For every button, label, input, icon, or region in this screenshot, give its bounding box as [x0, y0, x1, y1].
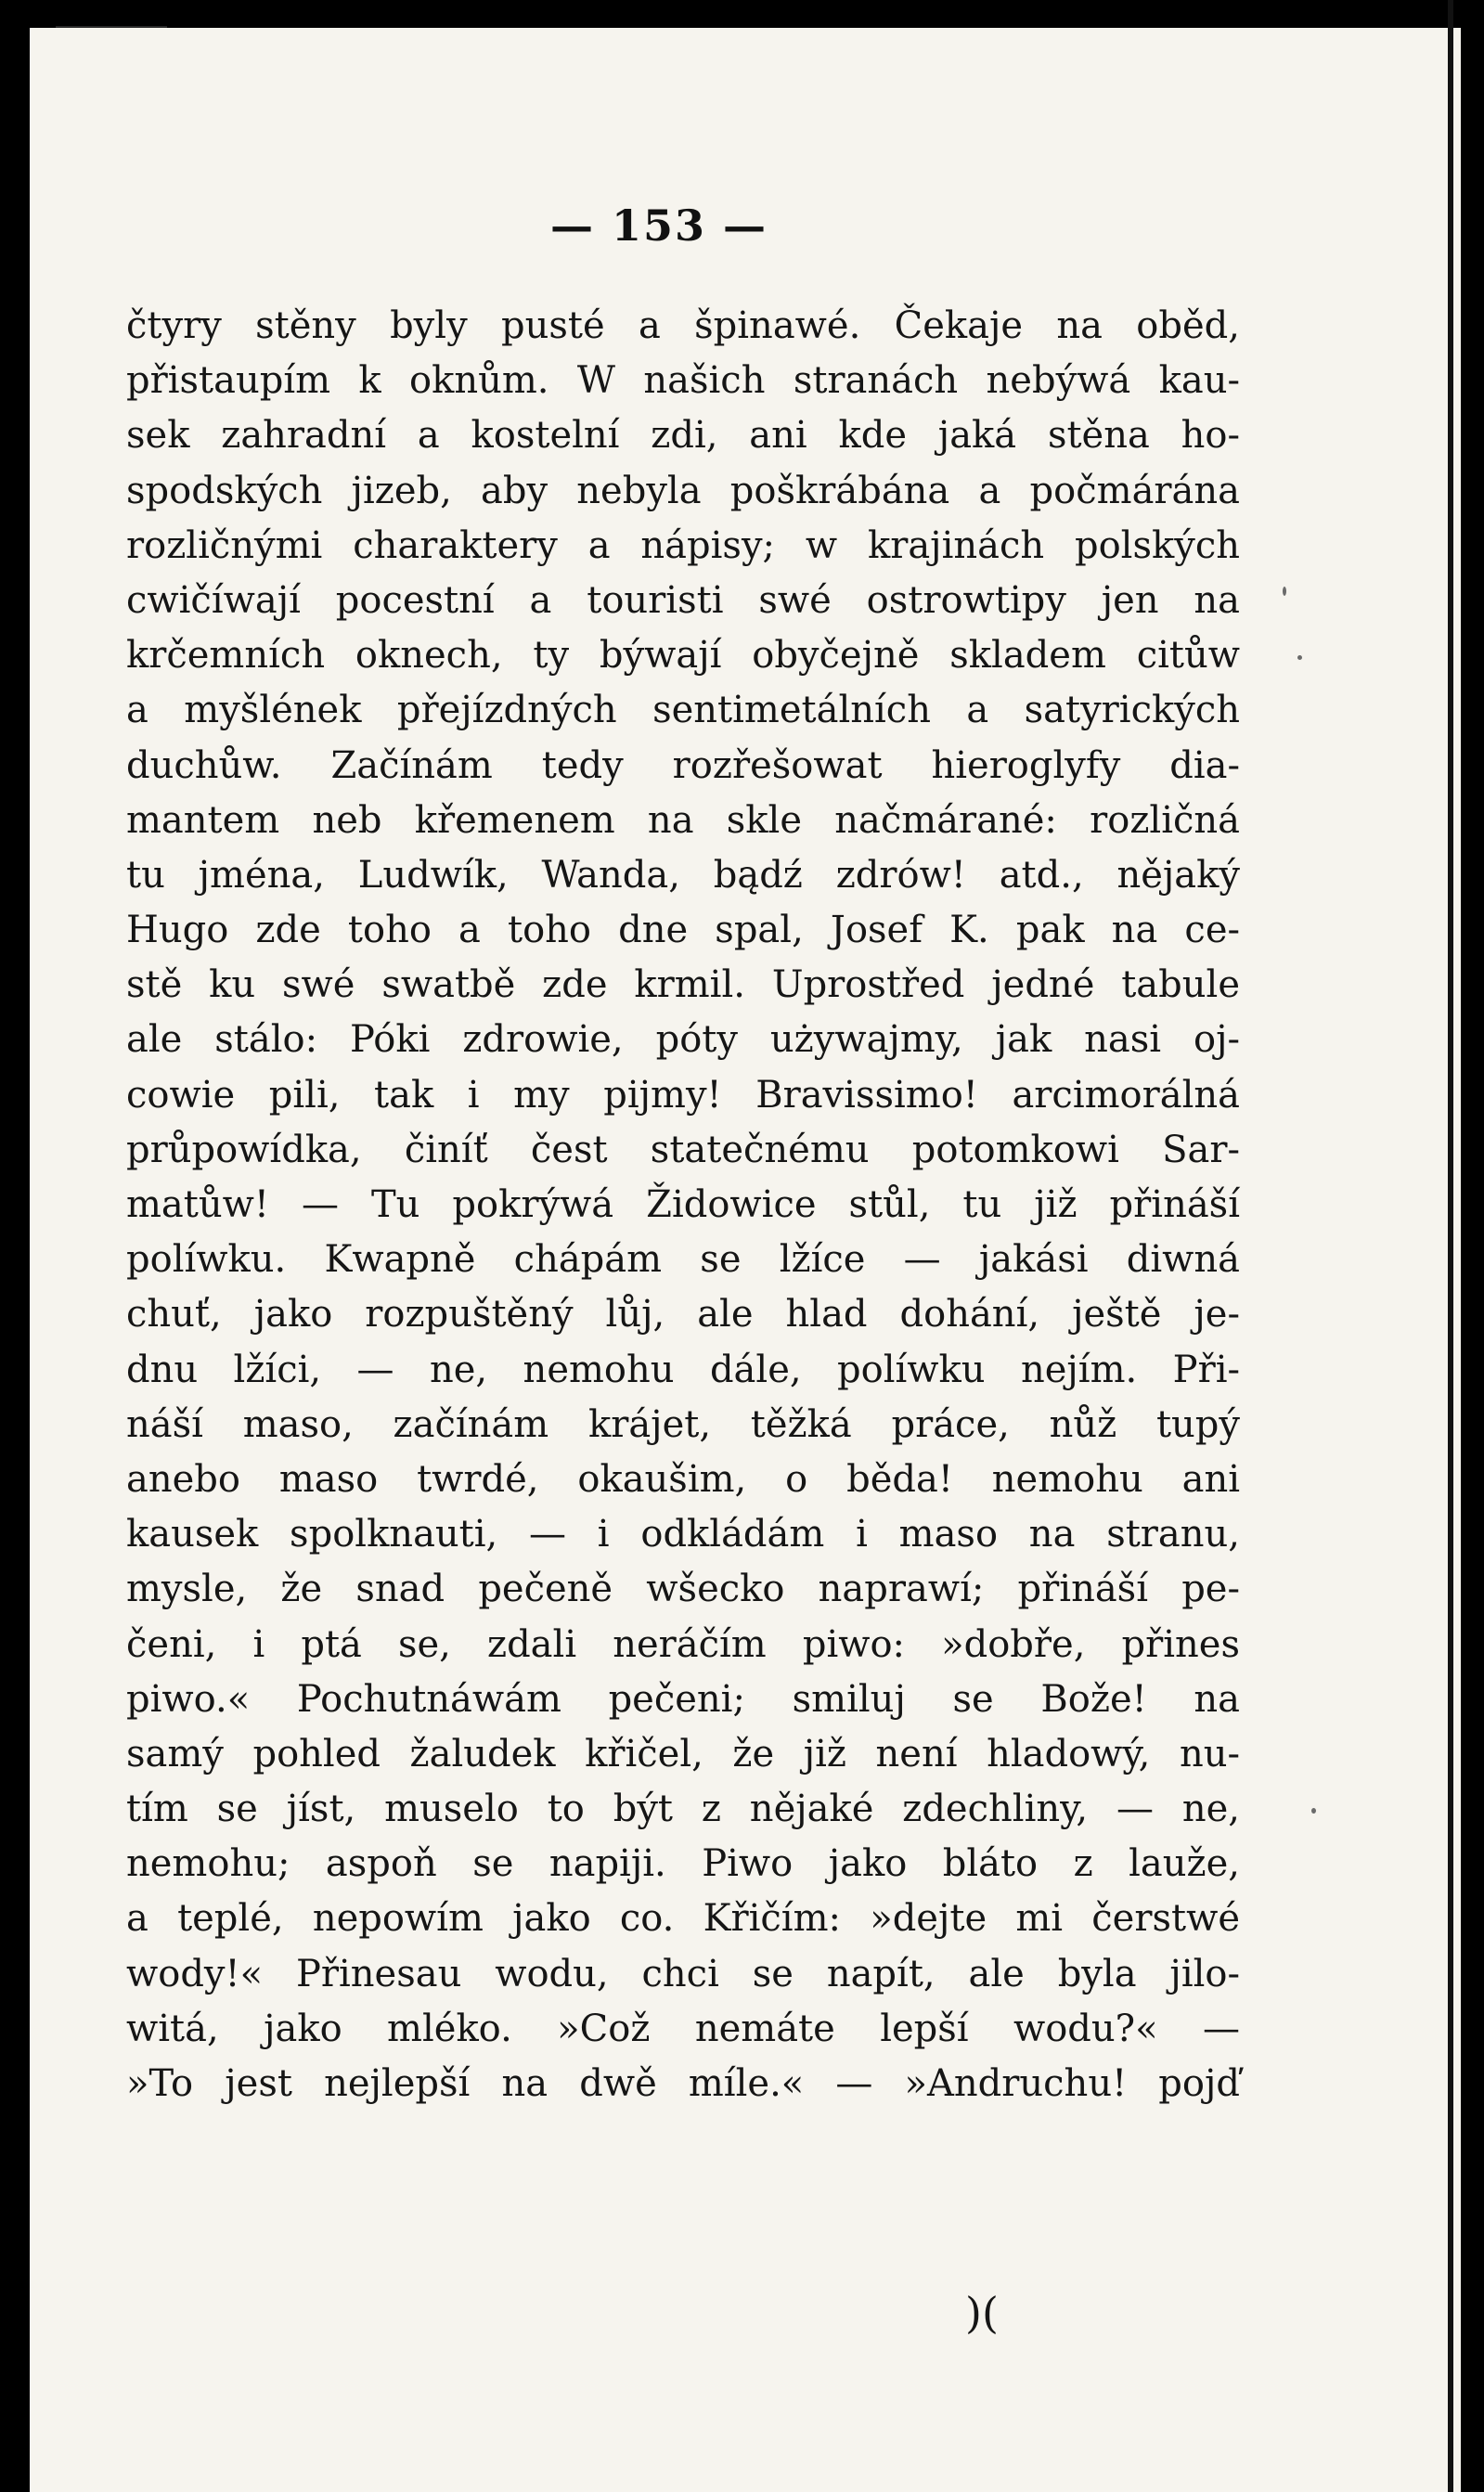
ink-speck	[1283, 587, 1286, 596]
text-line: dnu lžíci, — ne, nemohu dále, políwku nejím. Při-	[126, 1348, 1240, 1391]
text-line: samý pohled žaludek křičel, že již není hladowý, nu-	[126, 1732, 1240, 1775]
text-line: nemohu; aspoň se napiji. Piwo jako bláto z lauže,	[126, 1842, 1240, 1886]
text-line: sek zahradní a kostelní zdi, ani kde jaká stěna ho-	[126, 414, 1240, 458]
text-line: políwku. Kwapně chápám se lžíce — jakási diwná	[126, 1238, 1240, 1282]
ink-speck	[1311, 1808, 1316, 1814]
text-line: ale stálo: Póki zdrowie, póty używajmy, jak nasi oj-	[126, 1018, 1240, 1062]
text-line: mysle, že snad pečeně wšecko naprawí; přináší pe-	[126, 1568, 1240, 1611]
text-line: piwo.« Pochutnáwám pečeni; smiluj se Bože! na	[126, 1677, 1240, 1721]
text-line: náší maso, začínám krájet, těžká práce, nůž tupý	[126, 1402, 1240, 1446]
text-line: a teplé, nepowím jako co. Křičím: »dejte mi čerstwé	[126, 1897, 1240, 1941]
text-line: krčemních oknech, ty býwají obyčejně skladem citůw	[126, 634, 1240, 678]
text-line: duchůw. Začínám tedy rozřešowat hieroglyfy dia-	[126, 743, 1240, 787]
text-line: spodských jizeb, aby nebyla poškrábána a počmárána	[126, 469, 1240, 512]
text-line: chuť, jako rozpuštěný lůj, ale hlad dohání, ještě je-	[126, 1293, 1240, 1336]
page-number: — 153 —	[549, 200, 768, 251]
text-line: cowie pili, tak i my pijmy! Bravissimo! arcimorálná	[126, 1073, 1240, 1117]
text-line: witá, jako mléko. »Což nemáte lepší wodu?« —	[126, 2007, 1240, 2050]
page-top-edge	[56, 26, 167, 33]
text-line: mantem neb křemenem na skle načmárané: rozličná	[126, 798, 1240, 842]
text-line: matůw! — Tu pokrýwá Židowice stůl, tu již přináší	[126, 1183, 1240, 1226]
text-line: wody!« Přinesau wodu, chci se napít, ale byla jilo-	[126, 1952, 1240, 1995]
text-line: cwičíwají pocestní a touristi swé ostrowtipy jen na	[126, 578, 1240, 622]
text-line: čeni, i ptá se, zdali neráčím piwo: »dobře, přines	[126, 1622, 1240, 1666]
text-line: rozličnými charaktery a nápisy; w krajinách polských	[126, 523, 1240, 567]
text-line: přistaupím k oknům. W našich stranách nebýwá kau-	[126, 359, 1240, 403]
text-line: »To jest nejlepší na dwě míle.« — »Andruchu! pojď	[126, 2062, 1240, 2105]
text-line: průpowídka, činíť čest statečnému potomkowi Sar-	[126, 1128, 1240, 1171]
text-line: kausek spolknauti, — i odkládám i maso na stranu,	[126, 1513, 1240, 1556]
text-line: Hugo zde toho a toho dne spal, Josef K. pak na ce-	[126, 909, 1240, 952]
text-line: tu jména, Ludwík, Wanda, bądź zdrów! atd., nějaký	[126, 853, 1240, 897]
text-line: anebo maso twrdé, okaušim, o běda! nemohu ani	[126, 1457, 1240, 1501]
text-line: čtyry stěny byly pusté a špinawé. Čekaje na oběd,	[126, 304, 1240, 347]
text-line: stě ku swé swatbě zde krmil. Uprostřed jedné tabule	[126, 963, 1240, 1007]
text-line: a myšlének přejízdných sentimetálních a satyrických	[126, 689, 1240, 732]
catchword: )(	[965, 2288, 999, 2338]
ink-speck	[1297, 655, 1302, 660]
body-text	[126, 299, 1240, 2111]
binding-edge	[1448, 0, 1453, 2492]
text-line: tím se jíst, muselo to být z nějaké zdechliny, — ne,	[126, 1788, 1240, 1831]
